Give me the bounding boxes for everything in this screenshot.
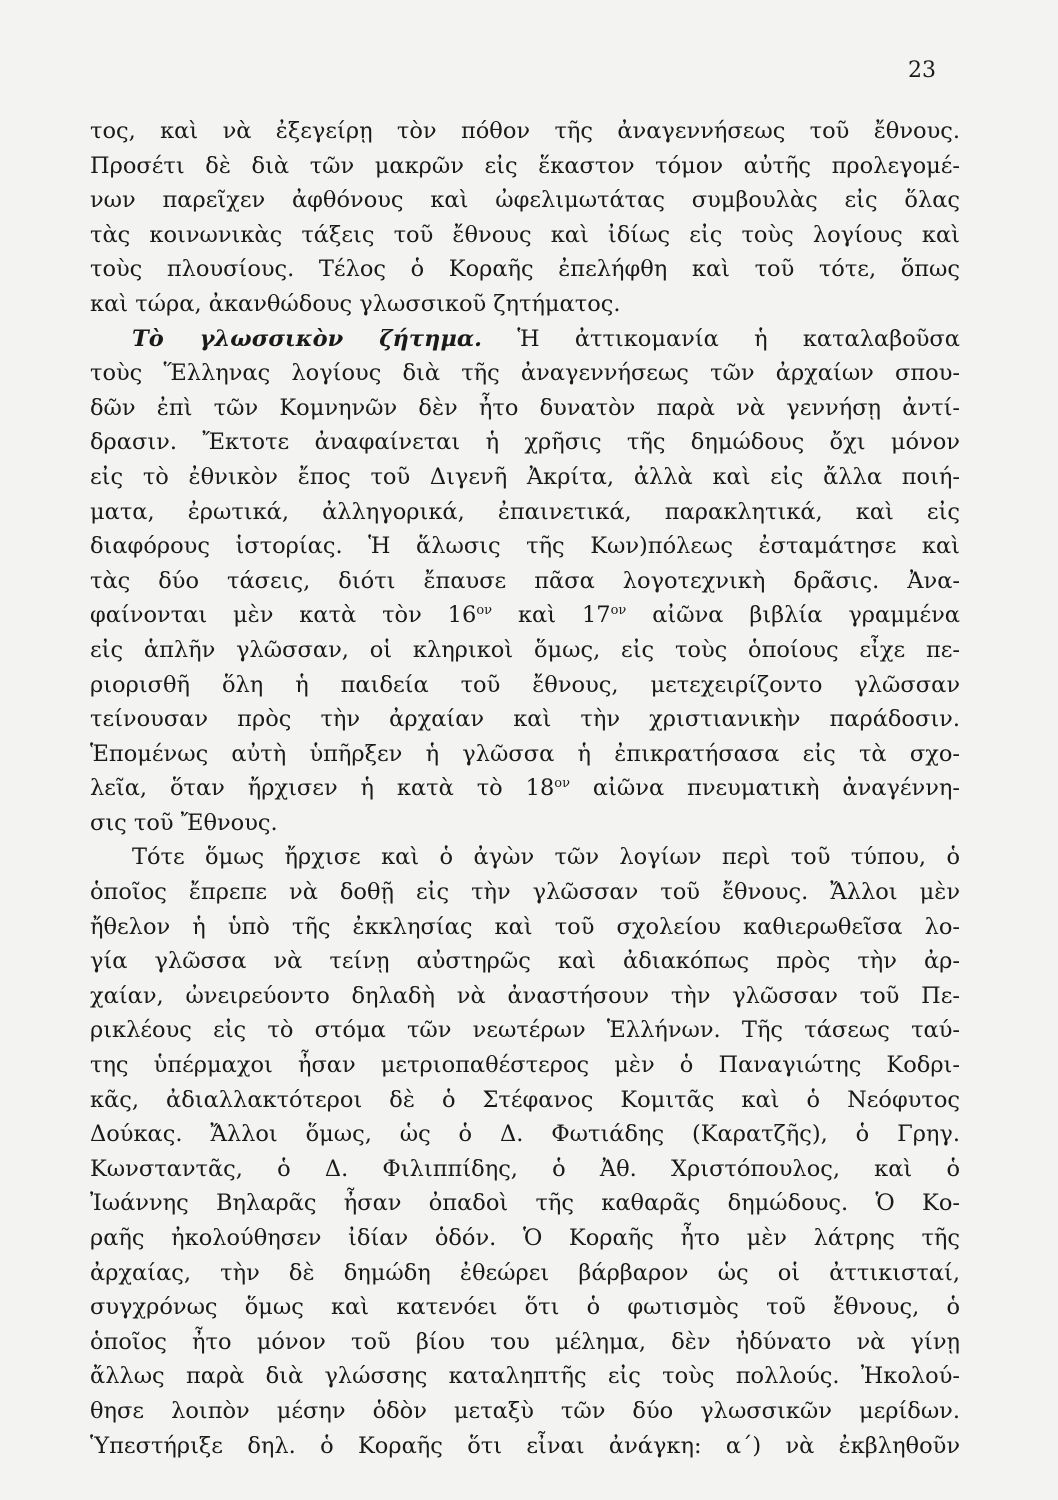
text-run: καὶ 17: [492, 602, 611, 629]
text-line: ρικλέους εἰς τὸ στόμα τῶν νεωτέρων Ἑλλήνων. Τῆς τάσεως ταύ-: [90, 1017, 960, 1044]
text-run: αἰῶνα πνευματικὴ ἀναγέννη-: [570, 775, 960, 802]
text-line: [90, 598, 960, 633]
body-text: [90, 114, 960, 1463]
section-heading: Τὸ γλωσσικὸν ζήτημα.: [132, 325, 483, 352]
text-line: δῶν ἐπὶ τῶν Κομνηνῶν δὲν ἦτο δυνατὸν παρὰ νὰ γεννήσῃ ἀντί-: [90, 394, 960, 421]
text-line: ὁποῖος ἦτο μόνον τοῦ βίου του μέλημα, δὲν ἠδύνατο νὰ γίνῃ: [90, 1328, 960, 1355]
text-line: εἰς ἁπλῆν γλῶσσαν, οἱ κληρικοὶ ὅμως, εἰς τοὺς ὁποίους εἶχε πε-: [90, 636, 960, 663]
text-line: θησε λοιπὸν μέσην ὁδὸν μεταξὺ τῶν δύο γλωσσικῶν μερίδων.: [90, 1397, 960, 1424]
text-line: καὶ τώρα, ἀκανθώδους γλωσσικοῦ ζητήματος.: [90, 290, 621, 317]
page-number: 23: [908, 58, 936, 83]
ordinal-suffix: ον: [554, 776, 570, 792]
text-line: σις τοῦ Ἔθνους.: [90, 809, 278, 836]
text-line: ραῆς ἠκολούθησεν ἰδίαν ὁδόν. Ὁ Κοραῆς ἦτο μὲν λάτρης τῆς: [90, 1225, 960, 1251]
text-line: τος, καὶ νὰ ἐξεγείρῃ τὸν πόθον τῆς ἀναγεννήσεως τοῦ ἔθνους.: [90, 118, 960, 144]
text-run: Ἡ ἀττικομανία ἡ καταλαβοῦσα: [517, 325, 960, 352]
text-line: Ὑπεστήριξε δηλ. ὁ Κοραῆς ὅτι εἶναι ἀνάγκη: α΄) νὰ ἐκβληθοῦν: [90, 1432, 960, 1459]
text-line: δρασιν. Ἔκτοτε ἀναφαίνεται ἡ χρῆσις τῆς δημώδους ὄχι μόνον: [90, 429, 960, 456]
text-line: ἄλλως παρὰ διὰ γλώσσης καταληπτῆς εἰς τοὺς πολλούς. Ἠκολού-: [90, 1363, 960, 1390]
text-line: τὰς κοινωνικὰς τάξεις τοῦ ἔθνους καὶ ἰδίως εἰς τοὺς λογίους καὶ: [90, 221, 960, 248]
text-line: Δούκας. Ἄλλοι ὅμως, ὡς ὁ Δ. Φωτιάδης (Καρατζῆς), ὁ Γρηγ.: [90, 1121, 960, 1148]
text-line: Τότε ὅμως ἤρχισε καὶ ὁ ἀγὼν τῶν λογίων περὶ τοῦ τύπου, ὁ: [132, 844, 960, 871]
ordinal-suffix: ον: [610, 603, 627, 619]
text-line: γία γλῶσσα νὰ τείνῃ αὐστηρῶς καὶ ἀδιακόπως πρὸς τὴν ἀρ-: [90, 948, 960, 975]
text-line: εἰς τὸ ἐθνικὸν ἔπος τοῦ Διγενῆ Ἀκρίτα, ἀλλὰ καὶ εἰς ἄλλα ποιή-: [90, 463, 960, 490]
text-line: χαίαν, ὠνειρεύοντο δηλαδὴ νὰ ἀναστήσουν τὴν γλῶσσαν τοῦ Πε-: [90, 982, 960, 1009]
text-line: Ἰωάννης Βηλαρᾶς ἦσαν ὀπαδοὶ τῆς καθαρᾶς δημώδους. Ὁ Κο-: [90, 1190, 960, 1217]
text-line: ἀρχαίας, τὴν δὲ δημώδη ἐθεώρει βάρβαρον ὡς οἱ ἀττικισταί,: [90, 1259, 960, 1286]
text-line: νων παρεῖχεν ἀφθόνους καὶ ὠφελιμωτάτας συμβουλὰς εἰς ὅλας: [90, 187, 960, 214]
text-line: διαφόρους ἱστορίας. Ἡ ἅλωσις τῆς Κων)πόλεως ἐσταμάτησε καὶ: [90, 533, 960, 560]
text-line: Κωνσταντᾶς, ὁ Δ. Φιλιππίδης, ὁ Ἀθ. Χριστόπουλος, καὶ ὁ: [90, 1155, 960, 1182]
text-line: ριορισθῆ ὅλη ἡ παιδεία τοῦ ἔθνους, μετεχειρίζοντο γλῶσσαν: [90, 671, 960, 698]
text-line: ματα, ἐρωτικά, ἀλληγορικά, ἐπαινετικά, παρακλητικά, καὶ εἰς: [90, 498, 960, 525]
text-line: Ἑπομένως αὐτὴ ὑπῆρξεν ἡ γλῶσσα ἡ ἐπικρατήσασα εἰς τὰ σχο-: [90, 740, 960, 767]
text-run: λεῖα, ὅταν ἤρχισεν ἡ κατὰ τὸ 18: [90, 775, 555, 802]
text-line: τοὺς Ἕλληνας λογίους διὰ τῆς ἀναγεννήσεως τῶν ἀρχαίων σπου-: [90, 360, 960, 387]
text-line: τὰς δύο τάσεις, διότι ἔπαυσε πᾶσα λογοτεχνικὴ δρᾶσις. Ἀνα-: [90, 567, 960, 594]
text-line: τοὺς πλουσίους. Τέλος ὁ Κοραῆς ἐπελήφθη καὶ τοῦ τότε, ὅπως: [90, 256, 960, 283]
text-line: κᾶς, ἀδιαλλακτότεροι δὲ ὁ Στέφανος Κομιτᾶς καὶ ὁ Νεόφυτος: [90, 1086, 960, 1113]
text-line: της ὑπέρμαχοι ἦσαν μετριοπαθέστερος μὲν ὁ Παναγιώτης Κοδρι-: [90, 1052, 960, 1079]
text-line: ὁποῖος ἔπρεπε νὰ δοθῇ εἰς τὴν γλῶσσαν τοῦ ἔθνους. Ἄλλοι μὲν: [90, 879, 960, 906]
text-line: ἤθελον ἡ ὑπὸ τῆς ἐκκλησίας καὶ τοῦ σχολείου καθιερωθεῖσα λο-: [90, 913, 960, 940]
text-run: φαίνονται μὲν κατὰ τὸν 16: [90, 602, 477, 629]
text-line: [90, 771, 960, 806]
text-line: τείνουσαν πρὸς τὴν ἀρχαίαν καὶ τὴν χριστιανικὴν παράδοσιν.: [90, 706, 960, 733]
text-line: συγχρόνως ὅμως καὶ κατενόει ὅτι ὁ φωτισμὸς τοῦ ἔθνους, ὁ: [90, 1294, 960, 1321]
section-heading-line: [90, 322, 960, 357]
text-run: αἰῶνα βιβλία γραμμένα: [626, 602, 960, 629]
ordinal-suffix: ον: [476, 603, 493, 619]
text-line: Προσέτι δὲ διὰ τῶν μακρῶν εἰς ἕκαστον τόμον αὐτῆς προλεγομέ-: [90, 152, 960, 179]
